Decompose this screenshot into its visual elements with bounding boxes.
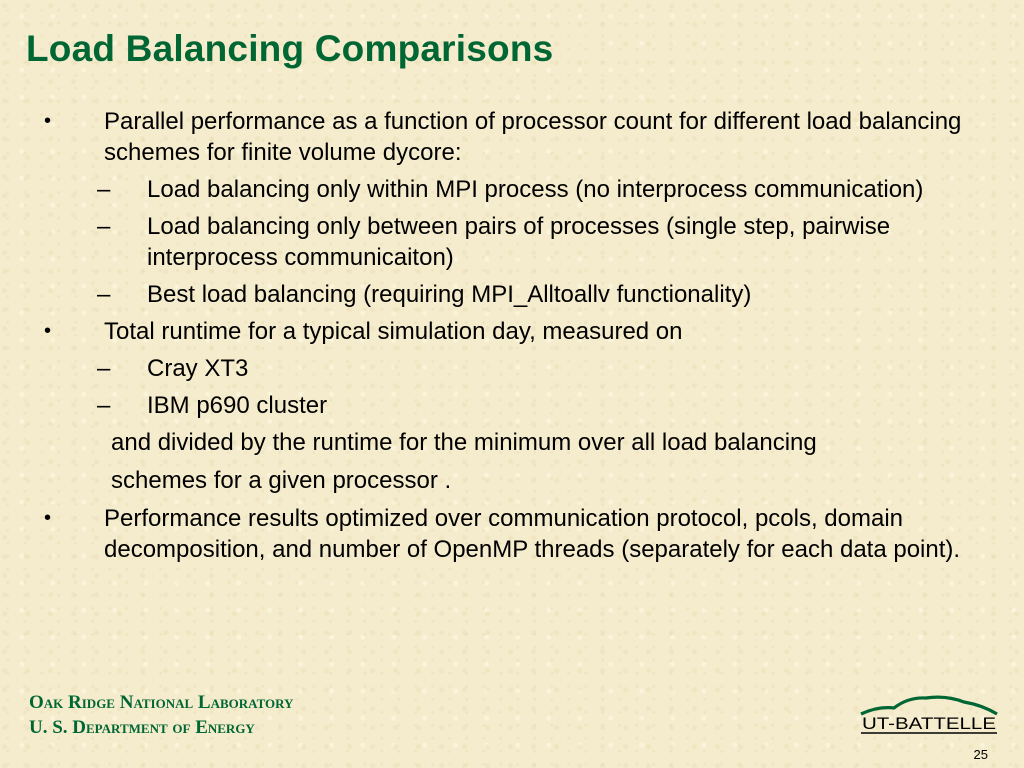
sub-bullet-text: Load balancing only between pairs of processes (single step, pairwise interprocess communicaiton) xyxy=(147,213,891,271)
bullet-marker: • xyxy=(44,507,52,529)
continuation-text: schemes for a given processor . xyxy=(111,467,452,494)
continuation-text: and divided by the runtime for the minimum over all load balancing xyxy=(111,429,817,456)
sub-bullet-text: Best load balancing (requiring MPI_Alltoallv functionality) xyxy=(147,281,752,308)
sub-bullet-text: Load balancing only within MPI process (no interprocess communication) xyxy=(147,176,924,203)
dash-marker: – xyxy=(97,213,111,240)
footer-organization xyxy=(29,690,293,740)
bullet-item xyxy=(0,316,1024,347)
bullet-text: Parallel performance as a function of processor count for different load balancing schemes for finite volume dycore: xyxy=(104,108,962,166)
org-name: Oak Ridge National Laboratory xyxy=(29,692,294,713)
bullet-text: Performance results optimized over communication protocol, pcols, domain decomposition, and number of OpenMP threads (separately for each data point). xyxy=(104,505,961,563)
dash-marker: – xyxy=(97,176,111,203)
sub-bullet-item xyxy=(0,174,1024,205)
dash-marker: – xyxy=(97,355,111,382)
sub-bullet-text: IBM p690 cluster xyxy=(147,392,328,419)
ut-battelle-logo xyxy=(858,692,1000,736)
slide-title: Load Balancing Comparisons xyxy=(26,28,554,69)
sub-bullet-item xyxy=(0,353,1024,384)
sub-bullet-item xyxy=(0,279,1024,310)
sub-bullet-item xyxy=(0,390,1024,421)
bullet-item xyxy=(0,503,1024,565)
sub-bullet-item xyxy=(0,211,1024,273)
logo-text: UT-BATTELLE xyxy=(862,714,996,733)
sub-bullet-text: Cray XT3 xyxy=(147,355,249,382)
dash-marker: – xyxy=(97,392,111,419)
bullet-text: Total runtime for a typical simulation day, measured on xyxy=(104,318,683,345)
dash-marker: – xyxy=(97,281,111,308)
department-name: U. S. Department of Energy xyxy=(29,717,255,738)
slide-content xyxy=(0,106,1024,571)
bullet-marker: • xyxy=(44,320,52,342)
page-number: 25 xyxy=(973,747,988,762)
bullet-marker: • xyxy=(44,110,52,132)
bullet-item xyxy=(0,106,1024,168)
